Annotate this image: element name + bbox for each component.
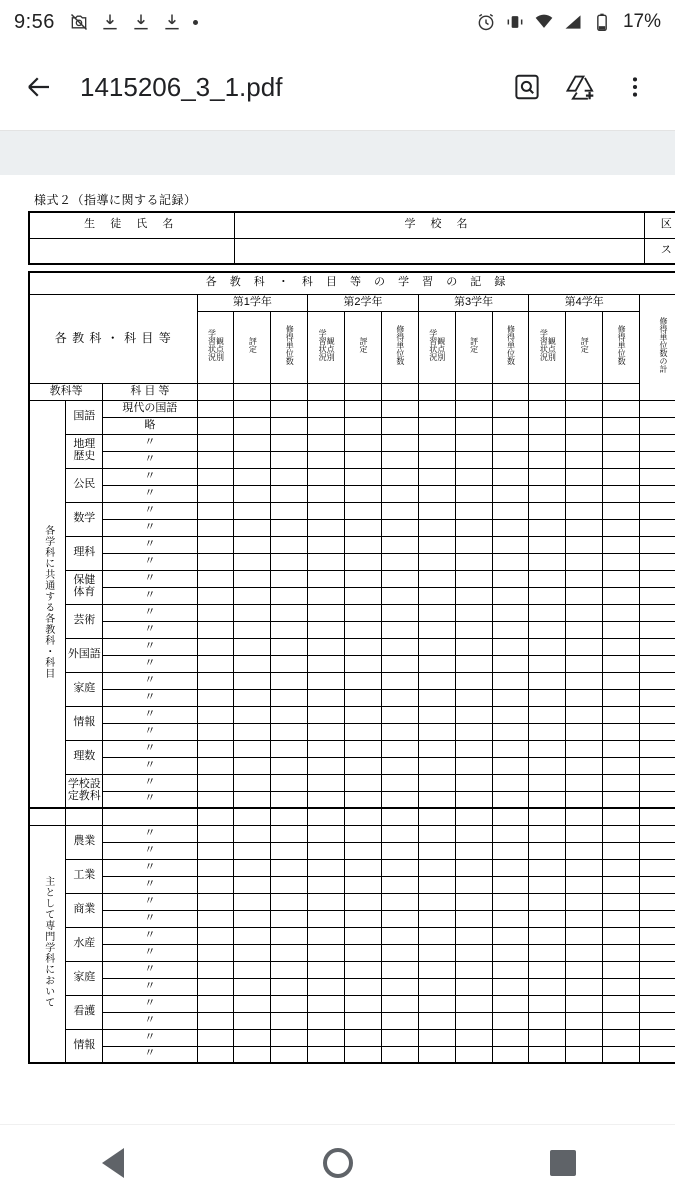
table-row <box>29 672 675 689</box>
subject-group-geijutsu: 芸術 <box>66 604 103 638</box>
subject-group-gakkosettei: 学校設 定教科 <box>66 774 103 808</box>
ditto-cell: 〃 <box>103 927 197 944</box>
save-to-drive-icon[interactable] <box>557 63 605 111</box>
table-row <box>29 502 675 519</box>
status-bar <box>0 0 675 44</box>
table-row <box>29 212 675 238</box>
nav-home-icon[interactable] <box>293 1133 383 1193</box>
nav-back-icon[interactable] <box>68 1133 158 1193</box>
year2-grade-header: 評定 <box>345 311 382 383</box>
table-row <box>29 536 675 553</box>
ditto-cell: 〃 <box>103 774 197 791</box>
ditto-cell: 〃 <box>103 434 197 451</box>
subject-group-header: 教科等 <box>29 383 103 400</box>
subject-group-shogyo: 商業 <box>66 893 103 927</box>
table-row <box>29 774 675 791</box>
subject-group-joho2: 情報 <box>66 1029 103 1063</box>
ditto-cell: 〃 <box>103 723 197 740</box>
year-header-3: 第3学年 <box>418 294 529 311</box>
ditto-cell: 〃 <box>103 876 197 893</box>
table-row <box>29 519 675 536</box>
ditto-cell: 〃 <box>103 706 197 723</box>
back-arrow-icon[interactable] <box>16 64 62 110</box>
ditto-cell: 〃 <box>103 587 197 604</box>
division-label: 区 <box>644 212 675 238</box>
ditto-cell: 〃 <box>103 621 197 638</box>
battery-icon <box>592 12 612 32</box>
table-row <box>29 485 675 502</box>
subject-col-header: 各 教 科 ・ 科 目 等 <box>29 294 197 383</box>
ditto-cell: 〃 <box>103 1012 197 1029</box>
download-complete-icon <box>131 12 151 32</box>
year-header-1: 第1学年 <box>197 294 308 311</box>
subject-group-katei2: 家庭 <box>66 961 103 995</box>
subject-group-komin: 公民 <box>66 468 103 502</box>
ditto-cell: 〃 <box>103 978 197 995</box>
pdf-page[interactable] <box>0 175 675 1125</box>
year-header-2: 第2学年 <box>308 294 419 311</box>
wifi-icon <box>534 12 554 32</box>
ditto-cell: 〃 <box>103 757 197 774</box>
subject-group-risu: 理数 <box>66 740 103 774</box>
year1-observation-header: 学習状況観点別 <box>197 311 234 383</box>
subject-group-kango: 看護 <box>66 995 103 1029</box>
ditto-cell: 〃 <box>103 468 197 485</box>
table-row <box>29 944 675 961</box>
table-row <box>29 468 675 485</box>
ditto-cell: 〃 <box>103 961 197 978</box>
subject-group-katei: 家庭 <box>66 672 103 706</box>
section-label-common: 各学科に共通する各教科・科目 <box>29 400 66 808</box>
table-row <box>29 842 675 859</box>
year2-credits-header: 修得単位数 <box>381 311 418 383</box>
table-row <box>29 1012 675 1029</box>
year3-credits-header: 修得単位数 <box>492 311 529 383</box>
overflow-menu-icon[interactable] <box>611 63 659 111</box>
table-row <box>29 400 675 417</box>
table-row <box>29 383 675 400</box>
subject-group-kokugo: 国語 <box>66 400 103 434</box>
table-row <box>29 876 675 893</box>
document-content <box>0 175 675 1064</box>
subject-group-chirirekishi: 地理 歴史 <box>66 434 103 468</box>
table-row <box>29 995 675 1012</box>
signal-icon <box>563 12 583 32</box>
subject-group-nogyo: 農業 <box>66 825 103 859</box>
status-right-icons <box>476 11 661 33</box>
record-title: 各 教 科 ・ 科 目 等 の 学 習 の 記 録 <box>29 272 675 294</box>
table-row <box>29 961 675 978</box>
year4-grade-header: 評定 <box>566 311 603 383</box>
school-name-label: 学 校 名 <box>234 212 644 238</box>
table-row <box>29 1046 675 1063</box>
ditto-cell: 〃 <box>103 672 197 689</box>
ditto-cell: 〃 <box>103 910 197 927</box>
year2-observation-header: 学習状況観点別 <box>308 311 345 383</box>
table-row <box>29 604 675 621</box>
year1-credits-header: 修得単位数 <box>271 311 308 383</box>
table-row <box>29 655 675 672</box>
table-row <box>29 706 675 723</box>
section-label-specialized: 主として専門学科において <box>29 825 66 1063</box>
record-table <box>28 271 675 1064</box>
subject-name-ryaku: 略 <box>103 417 197 434</box>
nav-recents-icon[interactable] <box>518 1133 608 1193</box>
table-row <box>29 808 675 825</box>
table-row <box>29 238 675 264</box>
ditto-cell: 〃 <box>103 536 197 553</box>
table-row <box>29 638 675 655</box>
division-sub: ス <box>644 238 675 264</box>
table-row <box>29 587 675 604</box>
table-row <box>29 757 675 774</box>
page-title: 1415206_3_1.pdf <box>80 71 283 102</box>
search-icon[interactable] <box>503 63 551 111</box>
table-row <box>29 791 675 808</box>
table-row <box>29 417 675 434</box>
system-nav-bar <box>0 1124 675 1200</box>
alarm-icon <box>476 12 496 32</box>
dot-icon <box>193 20 198 25</box>
ditto-cell: 〃 <box>103 842 197 859</box>
student-name-label: 生 徒 氏 名 <box>29 212 234 238</box>
ditto-cell: 〃 <box>103 553 197 570</box>
ditto-cell: 〃 <box>103 791 197 808</box>
ditto-cell: 〃 <box>103 485 197 502</box>
subject-group-suisan: 水産 <box>66 927 103 961</box>
table-row <box>29 272 675 294</box>
ditto-cell: 〃 <box>103 740 197 757</box>
table-row <box>29 927 675 944</box>
table-row <box>29 294 675 311</box>
subject-group-rika: 理科 <box>66 536 103 570</box>
status-left-icons <box>69 12 198 32</box>
subject-group-kogyo: 工業 <box>66 859 103 893</box>
ditto-cell: 〃 <box>103 638 197 655</box>
ditto-cell: 〃 <box>103 893 197 910</box>
ditto-cell: 〃 <box>103 451 197 468</box>
table-row <box>29 723 675 740</box>
table-row <box>29 978 675 995</box>
camera-blocked-icon <box>69 12 89 32</box>
subject-name-gendai: 現代の国語 <box>103 400 197 417</box>
year-header-4: 第4学年 <box>529 294 640 311</box>
year4-observation-header: 学習状況観点別 <box>529 311 566 383</box>
table-row <box>29 740 675 757</box>
ditto-cell: 〃 <box>103 570 197 587</box>
ditto-cell: 〃 <box>103 502 197 519</box>
subject-group-sugaku: 数学 <box>66 502 103 536</box>
vibrate-icon <box>505 12 525 32</box>
header-table <box>28 211 675 265</box>
table-row <box>29 553 675 570</box>
table-row <box>29 910 675 927</box>
table-row <box>29 893 675 910</box>
table-row <box>29 825 675 842</box>
ditto-cell: 〃 <box>103 859 197 876</box>
battery-percent: 17% <box>622 11 661 32</box>
subject-group-gaikokugo: 外国語 <box>66 638 103 672</box>
student-name-value <box>29 238 234 264</box>
total-credits-header <box>640 294 675 400</box>
ditto-cell: 〃 <box>103 689 197 706</box>
ditto-cell: 〃 <box>103 825 197 842</box>
ditto-cell: 〃 <box>103 1046 197 1063</box>
ditto-cell: 〃 <box>103 655 197 672</box>
ditto-cell: 〃 <box>103 1029 197 1046</box>
app-bar <box>0 44 675 130</box>
year1-grade-header: 評定 <box>234 311 271 383</box>
subject-name-header: 科 目 等 <box>103 383 197 400</box>
year4-credits-header: 修得単位数 <box>603 311 640 383</box>
table-row <box>29 1029 675 1046</box>
form-label: 様式２（指導に関する記録） <box>34 193 197 207</box>
download-complete-icon <box>100 12 120 32</box>
table-row <box>29 621 675 638</box>
table-row <box>29 689 675 706</box>
table-row <box>29 570 675 587</box>
download-complete-icon <box>162 12 182 32</box>
table-row <box>29 859 675 876</box>
year3-grade-header: 評定 <box>455 311 492 383</box>
ditto-cell: 〃 <box>103 604 197 621</box>
status-clock: 9:56 <box>14 10 55 33</box>
ditto-cell: 〃 <box>103 995 197 1012</box>
year3-observation-header: 学習状況観点別 <box>418 311 455 383</box>
school-name-value <box>234 238 644 264</box>
subject-group-hokentaiiku: 保健 体育 <box>66 570 103 604</box>
ditto-cell: 〃 <box>103 944 197 961</box>
pdf-viewer-background <box>0 131 675 175</box>
total-credits-label: 修得単位数の計 <box>659 317 668 374</box>
ditto-cell: 〃 <box>103 519 197 536</box>
table-row <box>29 451 675 468</box>
table-row <box>29 434 675 451</box>
subject-group-joho: 情報 <box>66 706 103 740</box>
